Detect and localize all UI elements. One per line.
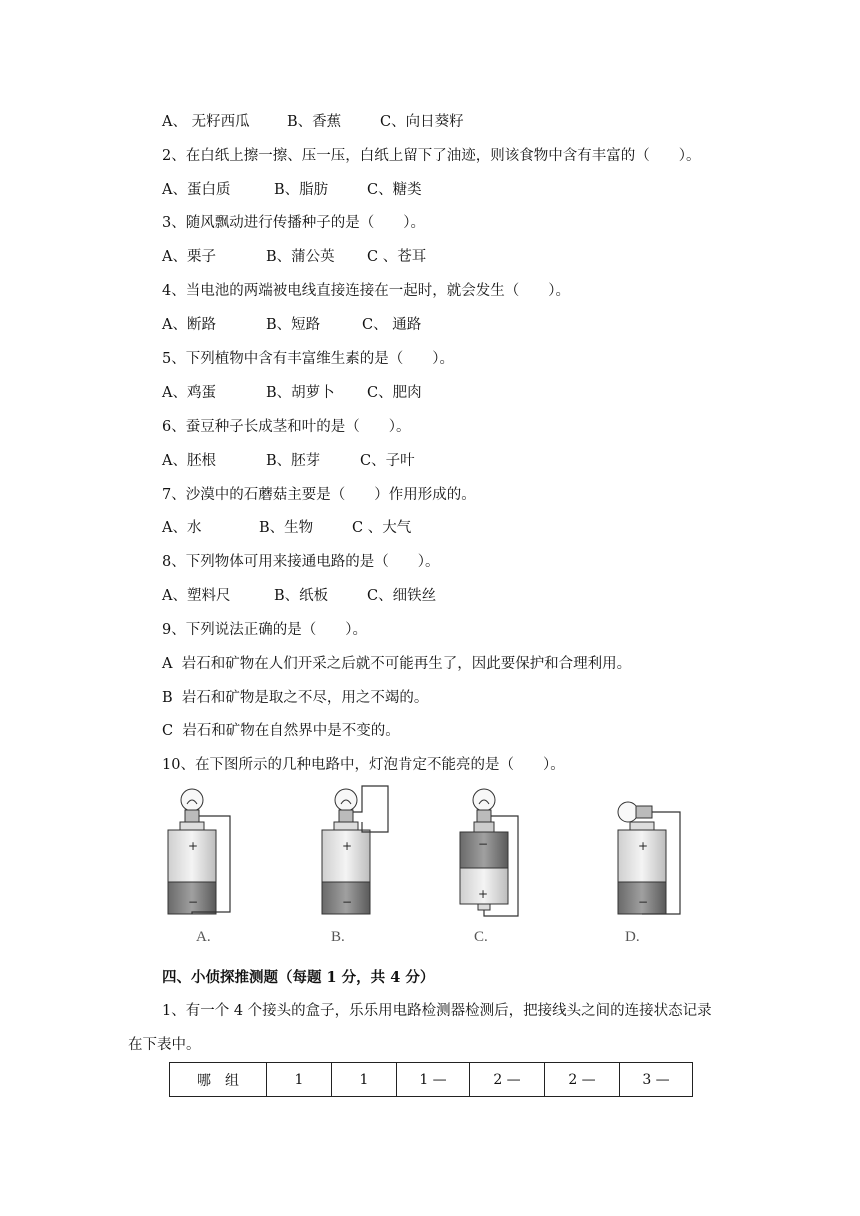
table-cell: 哪 组 [170,1063,267,1097]
q8-stem: 8、下列物体可用来接通电路的是（ ）。 [162,554,440,570]
q5-option-a: A、鸡蛋 [162,385,216,401]
q9-option-a: A 岩石和矿物在人们开采之后就不可能再生了，因此要保护和合理利用。 [162,656,632,672]
q2-option-a: A、蛋白质 [162,182,231,198]
q7-option-a: A、水 [162,520,202,536]
q2-stem: 2、在白纸上擦一擦、压一压，白纸上留下了油迹，则该食物中含有丰富的（ ）。 [162,148,701,164]
svg-text:−: − [638,895,649,909]
circuit-a [168,789,230,914]
q6-stem: 6、蚕豆种子长成茎和叶的是（ ）。 [162,419,411,435]
table-cell: 1 — [397,1063,470,1097]
circuit-c [460,789,518,916]
figure-label-a: A. [196,929,211,945]
q3-option-c: C 、苍耳 [367,249,427,265]
bulb-c [473,789,495,832]
q10-stem: 10、在下图所示的几种电路中，灯泡肯定不能亮的是（ ）。 [162,757,565,773]
section-4-title: 四、小侦探推测题（每题 1 分，共 4 分） [162,969,435,986]
svg-text:+: + [342,839,353,853]
table-row [170,1063,693,1097]
figure-label-c: C. [474,929,488,945]
q6-option-b: B、胚芽 [266,453,321,469]
q7-option-b: B、生物 [259,520,314,536]
bulb-a [181,789,203,822]
battery-d [618,822,666,914]
q8-option-a: A、塑料尺 [162,588,231,604]
section-4-q1-line2: 在下表中。 [128,1037,201,1053]
q4-option-a: A、断路 [162,317,216,333]
svg-text:+: + [188,839,199,853]
bulb-b [335,789,357,822]
q1-option-b: B、香蕉 [287,114,342,130]
table-cell: 3 — [620,1063,693,1097]
bulb-d [618,802,652,822]
table-cell: 1 [332,1063,397,1097]
q4-option-b: B、短路 [266,317,321,333]
battery-b [322,822,370,914]
q8-option-b: B、纸板 [274,588,329,604]
circuit-b [322,786,388,914]
figure-label-d: D. [625,929,640,945]
q1-option-a: A、 无籽西瓜 [162,114,250,130]
circuit-d [618,802,680,914]
q1-option-c: C、向日葵籽 [380,114,464,130]
svg-text:−: − [188,895,199,909]
circuit-figure [150,782,710,952]
q2-option-b: B、脂肪 [274,182,329,198]
table-cell: 2 — [545,1063,620,1097]
q9-stem: 9、下列说法正确的是（ ）。 [162,622,367,638]
q6-option-a: A、胚根 [162,453,216,469]
connection-table [169,1062,693,1097]
q3-stem: 3、随风飘动进行传播种子的是（ ）。 [162,215,425,231]
q9-option-c: C 岩石和矿物在自然界中是不变的。 [162,723,400,739]
section-4-q1-line1: 1、有一个 4 个接头的盒子，乐乐用电路检测器检测后，把接线头之间的连接状态记录 [162,1003,712,1019]
q5-option-b: B、胡萝卜 [266,385,335,401]
table-cell: 2 — [470,1063,545,1097]
q7-option-c: C 、大气 [352,520,412,536]
q5-stem: 5、下列植物中含有丰富维生素的是（ ）。 [162,351,454,367]
q8-option-c: C、细铁丝 [367,588,437,604]
svg-text:+: + [478,887,489,901]
svg-text:−: − [478,837,489,851]
q9-option-b: B 岩石和矿物是取之不尽，用之不竭的。 [162,690,429,706]
q4-option-c: C、 通路 [362,317,422,333]
q3-option-b: B、蒲公英 [266,249,335,265]
svg-text:−: − [342,895,353,909]
q5-option-c: C、肥肉 [367,385,422,401]
q6-option-c: C、子叶 [360,453,415,469]
q4-stem: 4、当电池的两端被电线直接连接在一起时，就会发生（ ）。 [162,283,570,299]
q2-option-c: C、糖类 [367,182,422,198]
figure-label-b: B. [331,929,345,945]
battery-a [168,822,216,914]
table-cell: 1 [267,1063,332,1097]
battery-c [460,832,508,910]
svg-text:+: + [638,839,649,853]
q7-stem: 7、沙漠中的石蘑菇主要是（ ）作用形成的。 [162,487,476,503]
q3-option-a: A、栗子 [162,249,216,265]
